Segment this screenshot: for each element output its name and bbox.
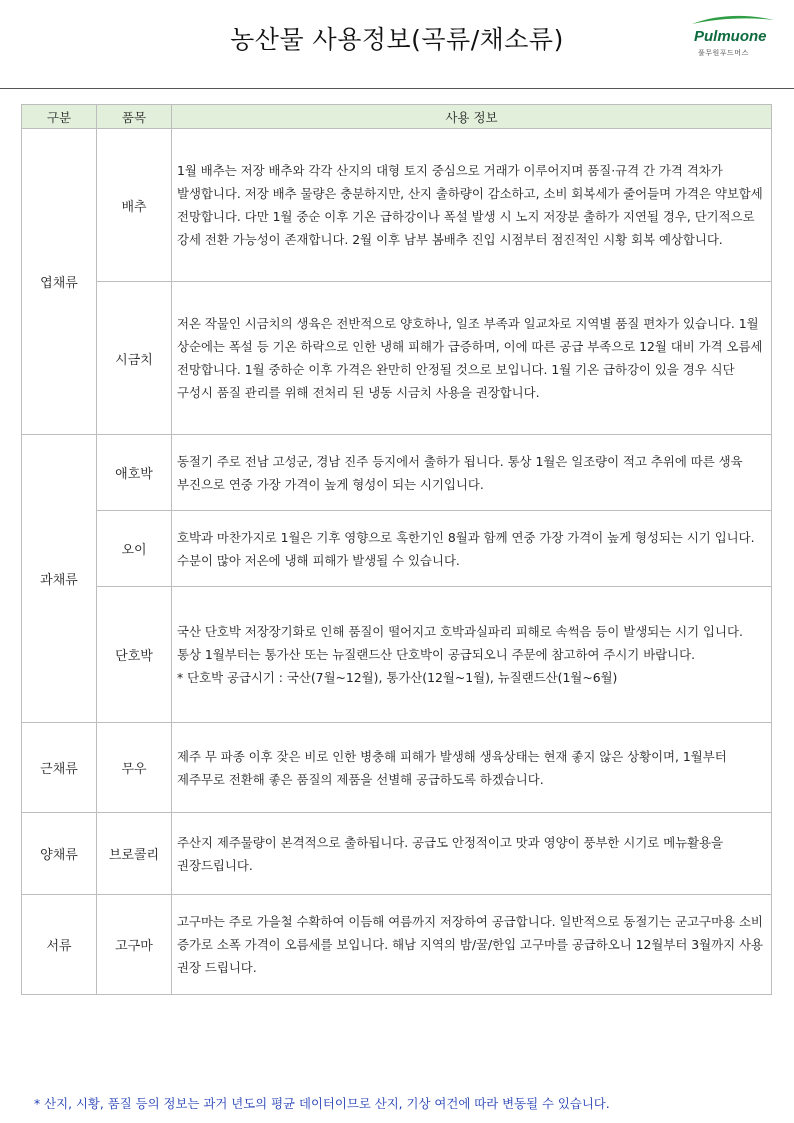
table-row [22,895,772,995]
info-cell: 제주 무 파종 이후 잦은 비로 인한 병충해 피해가 발생해 생육상태는 현재 좋지 않은 상황이며, 1월부터 제주무로 전환해 좋은 품질의 제품을 선별해 공급하도록 하겠습니다. [172,723,772,813]
title-divider [0,88,794,89]
info-cell: 1월 배추는 저장 배추와 각각 산지의 대형 토지 중심으로 거래가 이루어지며 품질·규격 간 가격 격차가 발생합니다. 저장 배추 물량은 충분하지만, 산지 출하량이 감소하고, 소비 회복세가 줄어들며 가격은 약보합세 전망합니다. 다만 1월 중순 이후 기온 급하강이나 폭설 발생 시 노지 저장분 출하가 지연될 경우, 단기적으로 강세 전환 가능성이 존재합니다. 2월 이후 남부 봄배추 진입 시점부터 점진적인 시황 회복 예상합니다. [172,129,772,282]
info-cell: 저온 작물인 시금치의 생육은 전반적으로 양호하나, 일조 부족과 일교차로 지역별 품질 편차가 있습니다. 1월 상순에는 폭설 등 기온 하락으로 인한 냉해 피해가 급증하며, 이에 따른 공급 부족으로 12월 대비 가격 오름세 전망합니다. 1월 중하순 이후 가격은 완만히 안정될 것으로 보입니다. 1월 기온 급하강이 있을 경우 식단 구성시 품질 관리를 위해 전처리 된 냉동 시금치 사용을 권장합니다. [172,282,772,435]
table-row [22,282,772,435]
table-row [22,813,772,895]
item-cell: 애호박 [97,435,172,511]
page-title: 농산물 사용정보(곡류/채소류) [230,25,564,54]
info-cell: 고구마는 주로 가을철 수확하여 이듬해 여름까지 저장하여 공급합니다. 일반적으로 동절기는 군고구마용 소비 증가로 소폭 가격이 오름세를 보입니다. 해남 지역의 밤/꿀/한입 고구마를 공급하오니 12월부터 3월까지 사용 권장 드립니다. [172,895,772,995]
logo-subtext: 풀무원푸드머스 [698,49,749,57]
header-item: 품목 [97,105,172,129]
category-cell: 과채류 [22,435,97,723]
logo-text: Pulmuone [694,28,767,45]
category-cell: 근채류 [22,723,97,813]
table-row [22,723,772,813]
footer-note: * 산지, 시황, 품질 등의 정보는 과거 년도의 평균 데이터이므로 산지, 기상 여건에 따라 변동될 수 있습니다. [34,1096,610,1111]
info-cell [172,587,772,723]
info-cell: 주산지 제주물량이 본격적으로 출하됩니다. 공급도 안정적이고 맛과 영양이 풍부한 시기로 메뉴활용을 권장드립니다. [172,813,772,895]
category-cell: 서류 [22,895,97,995]
item-cell: 무우 [97,723,172,813]
table-row [22,129,772,282]
category-cell: 엽채류 [22,129,97,435]
item-cell: 오이 [97,511,172,587]
item-cell: 고구마 [97,895,172,995]
supply-period-note: * 단호박 공급시기 : 국산(7월~12월), 통가산(12월~1월), 뉴질랜드산(1월~6월) [177,670,618,685]
table-row [22,435,772,511]
info-cell: 호박과 마찬가지로 1월은 기후 영향으로 혹한기인 8월과 함께 연중 가장 가격이 높게 형성되는 시기 입니다. 수분이 많아 저온에 냉해 피해가 발생될 수 있습니다. [172,511,772,587]
item-cell: 배추 [97,129,172,282]
item-cell: 브로콜리 [97,813,172,895]
table-header-row [22,105,772,129]
pulmuone-logo [688,12,778,62]
info-cell: 동절기 주로 전남 고성군, 경남 진주 등지에서 출하가 됩니다. 통상 1월은 일조량이 적고 추위에 따른 생육 부진으로 연중 가장 가격이 높게 형성이 되는 시기입니다. [172,435,772,511]
item-cell: 시금치 [97,282,172,435]
category-cell: 양채류 [22,813,97,895]
info-text: 국산 단호박 저장장기화로 인해 품질이 떨어지고 호박과실파리 피해로 속썩음 등이 발생되는 시기 입니다. 통상 1월부터는 통가산 또는 뉴질랜드산 단호박이 공급되오니 주문에 참고하여 주시기 바랍니다. [177,624,743,662]
header-usage-info: 사용 정보 [172,105,772,129]
table-row [22,587,772,723]
produce-info-table [21,104,772,995]
header-category: 구분 [22,105,97,129]
table-row [22,511,772,587]
item-cell: 단호박 [97,587,172,723]
